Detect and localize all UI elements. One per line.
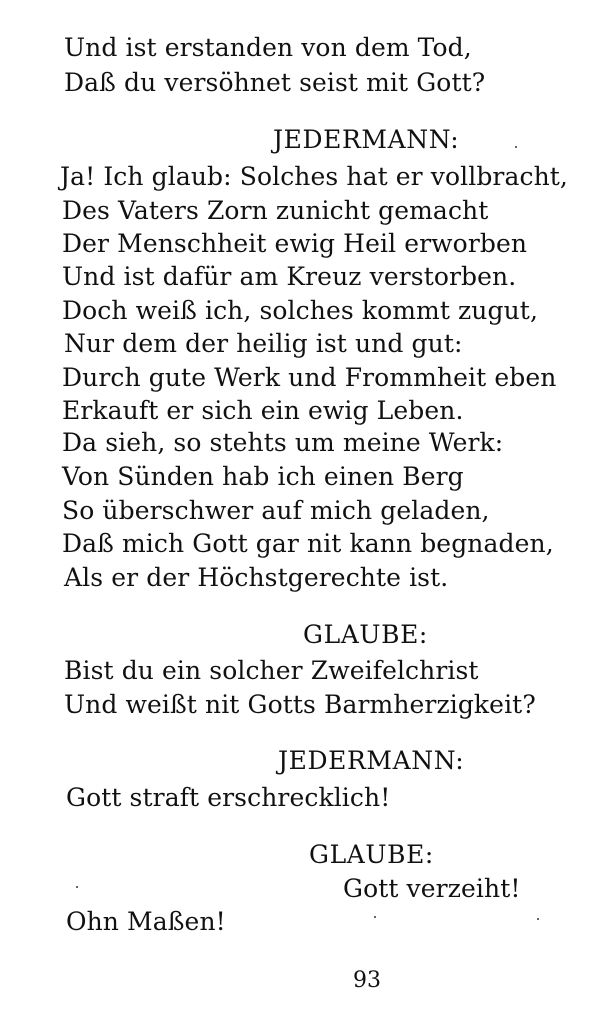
verse-line: Erkauft er sich ein ewig Leben. xyxy=(62,396,464,425)
verse-line: Der Menschheit ewig Heil erworben xyxy=(62,229,528,258)
verse-line: Ja! Ich glaub: Solches hat er vollbracht, xyxy=(60,162,568,191)
verse-line: Daß du versöhnet seist mit Gott? xyxy=(64,68,486,97)
page-number: 93 xyxy=(353,968,381,993)
verse-line: Durch gute Werk und Frommheit eben xyxy=(62,363,557,392)
speaker-name: GLAUBE: xyxy=(309,840,434,869)
verse-line: Von Sünden hab ich einen Berg xyxy=(62,462,464,491)
verse-line: Doch weiß ich, solches kommt zugut, xyxy=(62,296,538,325)
scan-speck xyxy=(537,918,539,920)
speaker-name: JEDERMANN: xyxy=(278,746,465,775)
verse-line: Gott straft erschrecklich! xyxy=(66,783,391,812)
scan-speck xyxy=(374,916,376,918)
verse-line: Als er der Höchstgerechte ist. xyxy=(64,563,449,592)
verse-line: Und ist erstanden von dem Tod, xyxy=(64,33,472,62)
speaker-name: GLAUBE: xyxy=(303,620,428,649)
verse-line: Und weißt nit Gotts Barmherzigkeit? xyxy=(64,690,536,719)
verse-line: Nur dem der heilig ist und gut: xyxy=(64,329,463,358)
verse-line: Und ist dafür am Kreuz verstorben. xyxy=(62,262,517,291)
scan-speck xyxy=(76,886,78,888)
verse-line: Daß mich Gott gar nit kann begnaden, xyxy=(62,529,554,558)
verse-line: Gott verzeiht! xyxy=(343,874,521,903)
verse-line: Des Vaters Zorn zunicht gemacht xyxy=(62,196,489,225)
speaker-name: JEDERMANN: xyxy=(273,125,460,154)
verse-line: Ohn Maßen! xyxy=(66,907,226,936)
verse-line: Bist du ein solcher Zweifelchrist xyxy=(64,656,479,685)
scan-speck xyxy=(515,146,517,148)
verse-line: Da sieh, so stehts um meine Werk: xyxy=(62,428,504,457)
verse-line: So überschwer auf mich geladen, xyxy=(62,496,490,525)
